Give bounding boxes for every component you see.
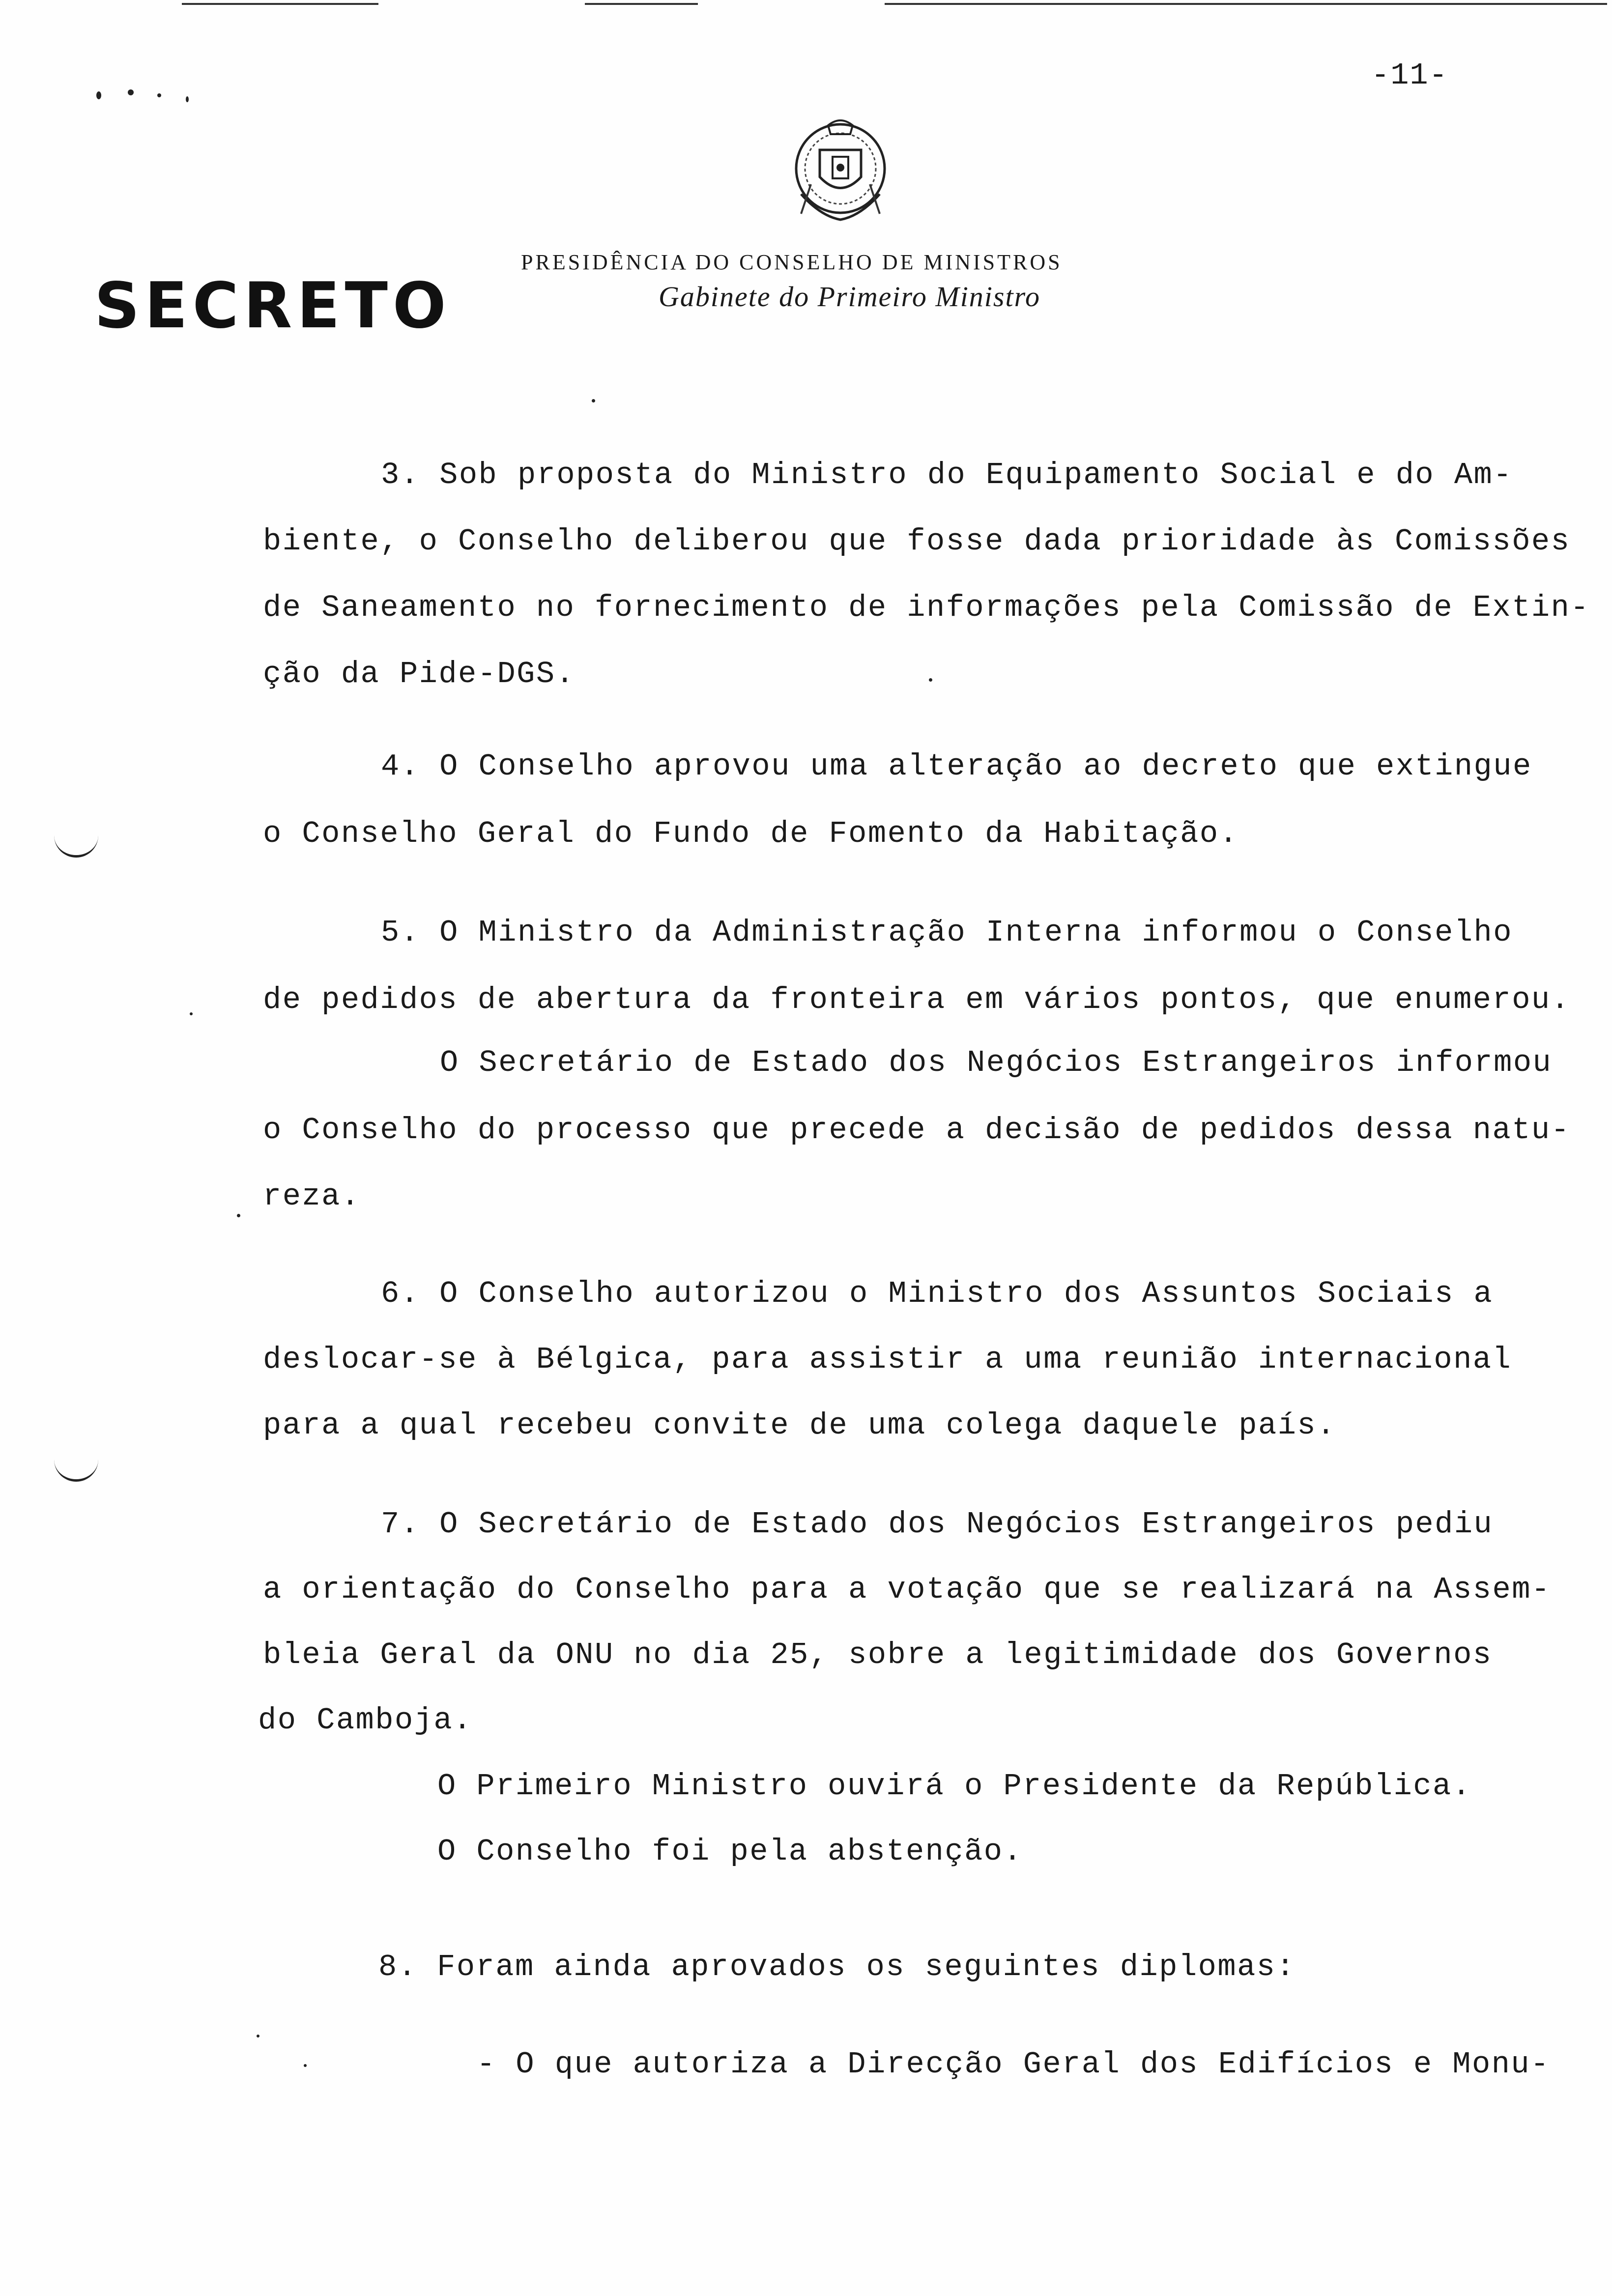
scan-edge-line <box>585 3 698 5</box>
text-line: 7. O Secretário de Estado dos Negócios Estrangeiros pediu <box>381 1507 1494 1542</box>
text-line: 6. O Conselho autorizou o Ministro dos Assuntos Sociais a <box>381 1276 1494 1311</box>
page-number: -11- <box>1371 58 1448 93</box>
text-line: - O que autoriza a Direcção Geral dos Edifícios e Monu- <box>477 2047 1550 2082</box>
scan-speck <box>96 91 101 99</box>
classification-stamp: SECRETO <box>94 269 451 343</box>
text-line: o Conselho do processo que precede a decisão de pedidos dessa natu- <box>263 1113 1571 1148</box>
text-line: de pedidos de abertura da fronteira em vários pontos, que enumerou. <box>263 982 1571 1017</box>
coat-of-arms-seal <box>781 111 899 233</box>
text-line: O Secretário de Estado dos Negócios Estrangeiros informou <box>440 1045 1553 1080</box>
text-line: do Camboja. <box>258 1703 473 1738</box>
text-line: ção da Pide-DGS. <box>263 657 576 691</box>
text-line: 8. Foram ainda aprovados os seguintes diplomas: <box>378 1950 1296 1984</box>
scan-edge-line <box>182 3 378 5</box>
scan-speck <box>128 89 134 95</box>
scan-speck <box>929 678 932 682</box>
text-line: O Conselho foi pela abstenção. <box>437 1834 1023 1869</box>
text-line: 3. Sob proposta do Ministro do Equipamento Social e do Am- <box>381 458 1513 492</box>
text-line: reza. <box>263 1179 361 1214</box>
text-line: bleia Geral da ONU no dia 25, sobre a legitimidade dos Governos <box>263 1637 1493 1672</box>
scan-speck <box>592 399 595 402</box>
text-line: deslocar-se à Bélgica, para assistir a uma reunião internacional <box>263 1342 1512 1377</box>
letterhead-title: PRESIDÊNCIA DO CONSELHO DE MINISTROS <box>521 250 1063 274</box>
text-line: biente, o Conselho deliberou que fosse dada prioridade às Comissões <box>263 524 1571 559</box>
text-line: 4. O Conselho aprovou uma alteração ao decreto que extingue <box>381 749 1532 784</box>
margin-mark <box>54 1460 98 1482</box>
text-line: o Conselho Geral do Fundo de Fomento da Habitação. <box>263 816 1239 851</box>
scan-speck <box>257 2035 259 2038</box>
scan-speck <box>157 93 161 97</box>
scan-speck <box>186 96 189 102</box>
letterhead-subtitle: Gabinete do Primeiro Ministro <box>659 281 1041 313</box>
scan-speck <box>304 2064 307 2067</box>
margin-mark <box>54 835 98 858</box>
text-line: 5. O Ministro da Administração Interna informou o Conselho <box>381 915 1513 950</box>
text-line: para a qual recebeu convite de uma colega daquele país. <box>263 1408 1336 1443</box>
text-line: de Saneamento no fornecimento de informações pela Comissão de Extin- <box>263 590 1590 625</box>
scan-speck <box>190 1012 193 1015</box>
text-line: O Primeiro Ministro ouvirá o Presidente da República. <box>437 1769 1472 1804</box>
text-line: a orientação do Conselho para a votação que se realizará na Assem- <box>263 1572 1551 1607</box>
scan-edge-line <box>885 3 1607 5</box>
scan-speck <box>237 1214 240 1217</box>
